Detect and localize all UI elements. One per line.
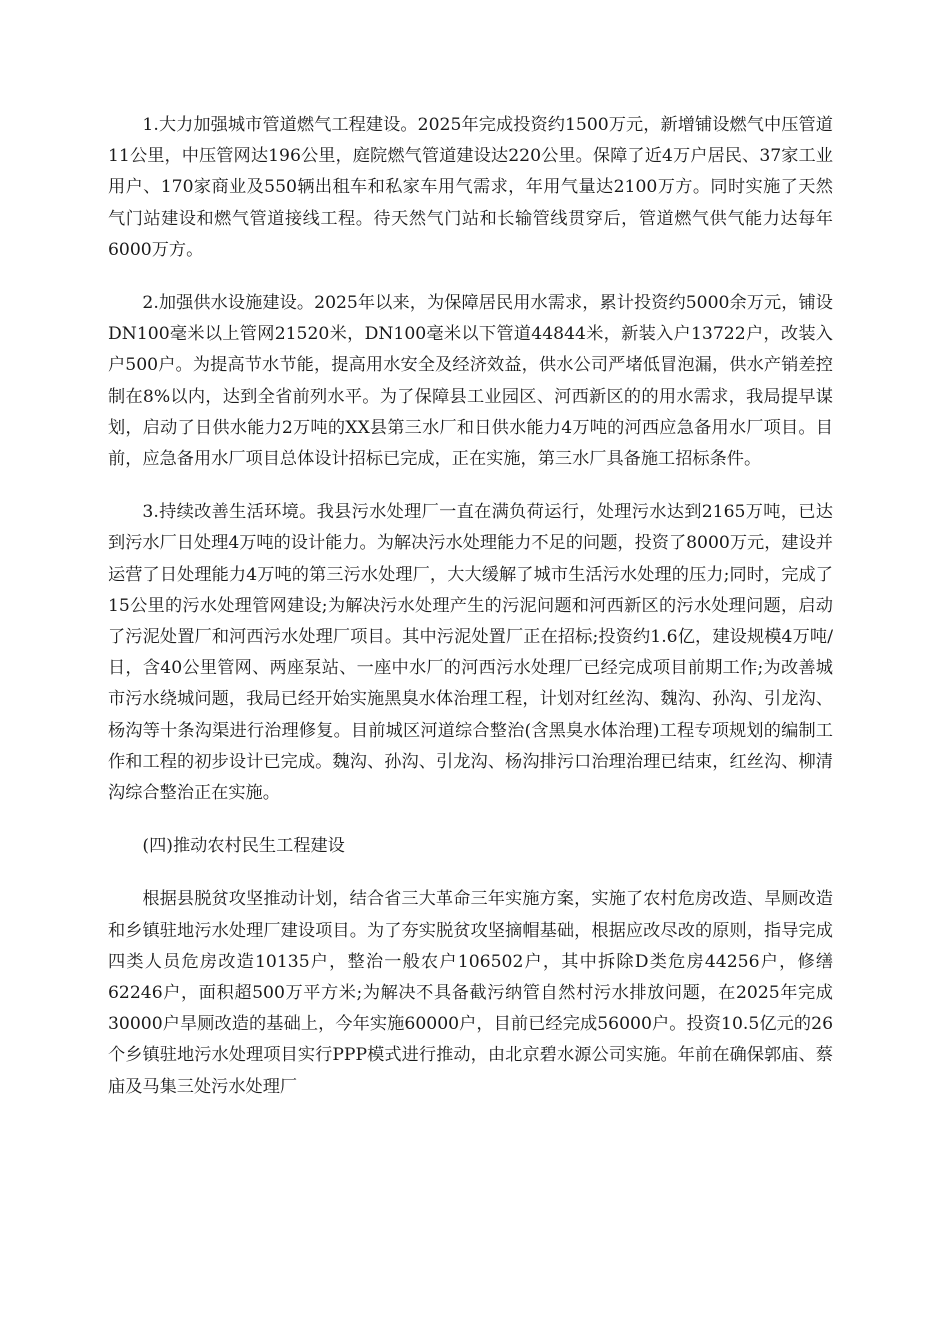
paragraph-rural-projects: 根据县脱贫攻坚推动计划，结合省三大革命三年实施方案，实施了农村危房改造、旱厕改造和乡镇驻地污水处理厂建设项目。为了夯实脱贫攻坚摘帽基础，根据应改尽改的原则，指导完成四类人员危房改造10135户，整治一般农户106502户，其中拆除D类危房44256户，修缮62246户，面积超500万平方米;为解决不具备截污纳管自然村污水排放问题，在2025年完成30000户旱厕改造的基础上，今年实施60000户，目前已经完成56000户。投资10.5亿元的26个乡镇驻地污水处理项目实行PPP模式进行推动，由北京碧水源公司实施。年前在确保郭庙、蔡庙及马集三处污水处理厂 — [108, 889, 833, 1097]
paragraph-gas-pipeline: 1.大力加强城市管道燃气工程建设。2025年完成投资约1500万元，新增铺设燃气中压管道11公里，中压管网达196公里，庭院燃气管道建设达220公里。保障了近4万户居民、37家工业用户、170家商业及550辆出租车和私家车用气需求，年用气量达2100万方。同时实施了天然气门站建设和燃气管道接线工程。待天然气门站和长输管线贯穿后，管道燃气供气能力达每年6000万方。 — [108, 115, 833, 260]
document-page — [108, 110, 833, 1125]
section-heading-rural: (四)推动农村民生工程建设 — [142, 836, 345, 857]
paragraph-water-supply: 2.加强供水设施建设。2025年以来，为保障居民用水需求，累计投资约5000余万元，铺设DN100毫米以上管网21520米，DN100毫米以下管道44844米，新装入户13722户，改装入户500户。为提高节水节能，提高用水安全及经济效益，供水公司严堵低冒泡漏，供水产销差控制在8%以内，达到全省前列水平。为了保障县工业园区、河西新区的的用水需求，我局提早谋划，启动了日供水能力2万吨的XX县第三水厂和日供水能力4万吨的河西应急备用水厂项目。目前，应急备用水厂项目总体设计招标已完成，正在实施，第三水厂具备施工招标条件。 — [108, 293, 833, 470]
paragraph-living-environment: 3.持续改善生活环境。我县污水处理厂一直在满负荷运行，处理污水达到2165万吨，已达到污水厂日处理4万吨的设计能力。为解决污水处理能力不足的问题，投资了8000万元，建设并运营了日处理能力4万吨的第三污水处理厂，大大缓解了城市生活污水处理的压力;同时，完成了15公里的污水处理管网建设;为解决污水处理产生的污泥问题和河西新区的污水处理问题，启动了污泥处置厂和河西污水处理厂项目。其中污泥处置厂正在招标;投资约1.6亿，建设规模4万吨/日，含40公里管网、两座泵站、一座中水厂的河西污水处理厂已经完成项目前期工作;为改善城市污水绕城问题，我局已经开始实施黑臭水体治理工程，计划对红丝沟、魏沟、孙沟、引龙沟、杨沟等十条沟渠进行治理修复。目前城区河道综合整治(含黑臭水体治理)工程专项规划的编制工作和工程的初步设计已完成。魏沟、孙沟、引龙沟、杨沟排污口治理治理已结束，红丝沟、柳清沟综合整治正在实施。 — [108, 502, 833, 804]
